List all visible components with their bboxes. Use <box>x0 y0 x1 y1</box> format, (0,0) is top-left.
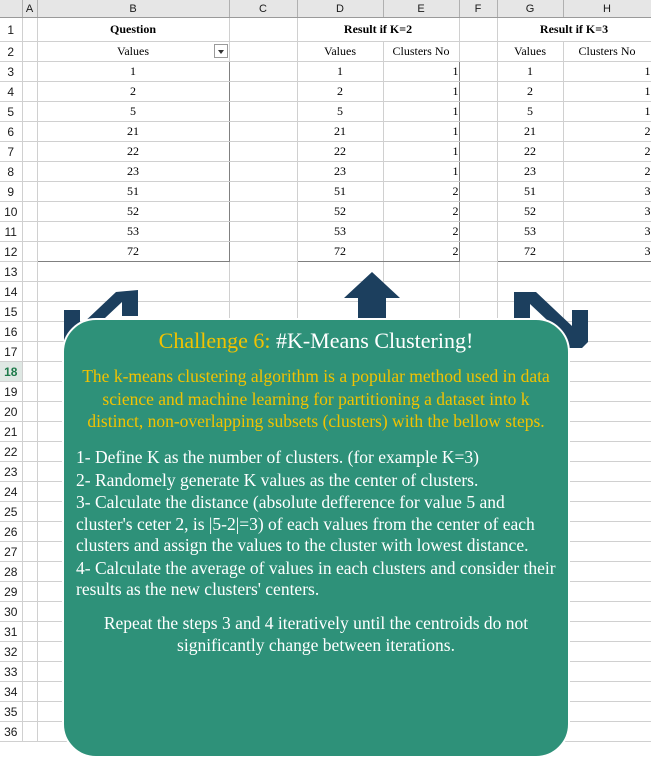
cell-F3[interactable] <box>459 62 497 82</box>
table-row[interactable] <box>0 42 651 62</box>
row-header-26[interactable]: 26 <box>0 522 22 542</box>
cell-H20[interactable] <box>563 402 651 422</box>
callout-title-prefix: Challenge 6: <box>158 328 271 353</box>
cell-H18[interactable] <box>563 362 651 382</box>
cell-A5[interactable] <box>22 102 37 122</box>
result-k2-title-cell: Result if K=2 <box>297 18 459 42</box>
cell-C10[interactable] <box>229 202 297 222</box>
cell-H32[interactable] <box>563 642 651 662</box>
cell-A7[interactable] <box>22 142 37 162</box>
cell-G13[interactable] <box>497 262 563 282</box>
cell-A22[interactable] <box>22 442 37 462</box>
challenge-callout <box>62 318 570 758</box>
cell-A28[interactable] <box>22 562 37 582</box>
row-header-4[interactable]: 4 <box>0 82 22 102</box>
callout-step-1: 1- Define K as the number of clusters. (for example K=3) <box>76 447 479 468</box>
k2-value[interactable]: 1 <box>297 62 383 82</box>
column-header-A[interactable]: A <box>22 0 37 18</box>
cell-F5[interactable] <box>459 102 497 122</box>
cell-A34[interactable] <box>22 682 37 702</box>
row-header-8[interactable]: 8 <box>0 162 22 182</box>
cell-A16[interactable] <box>22 322 37 342</box>
k2-value[interactable]: 52 <box>297 202 383 222</box>
k3-cluster[interactable]: 2 <box>563 142 651 162</box>
table-row[interactable] <box>0 262 651 282</box>
row-header-16[interactable]: 16 <box>0 322 22 342</box>
k3-value[interactable]: 5 <box>497 102 563 122</box>
k2-cluster[interactable]: 1 <box>383 142 459 162</box>
k3-cluster[interactable]: 1 <box>563 102 651 122</box>
row-header-23[interactable]: 23 <box>0 462 22 482</box>
cell-H31[interactable] <box>563 622 651 642</box>
cell-H22[interactable] <box>563 442 651 462</box>
row-header-13[interactable]: 13 <box>0 262 22 282</box>
question-values-header[interactable] <box>37 42 229 62</box>
k3-value[interactable]: 52 <box>497 202 563 222</box>
callout-title <box>76 328 556 355</box>
cell-F11[interactable] <box>459 222 497 242</box>
cell-A10[interactable] <box>22 202 37 222</box>
k3-cluster[interactable]: 2 <box>563 122 651 142</box>
k2-cluster[interactable]: 2 <box>383 242 459 262</box>
row-header-20[interactable]: 20 <box>0 402 22 422</box>
cell-H34[interactable] <box>563 682 651 702</box>
row-header-3[interactable]: 3 <box>0 62 22 82</box>
k2-value[interactable]: 2 <box>297 82 383 102</box>
cell-C7[interactable] <box>229 142 297 162</box>
cell-A21[interactable] <box>22 422 37 442</box>
cell-F8[interactable] <box>459 162 497 182</box>
row-header-2[interactable]: 2 <box>0 42 22 62</box>
k2-cluster[interactable]: 2 <box>383 222 459 242</box>
row-header-12[interactable]: 12 <box>0 242 22 262</box>
question-value[interactable]: 5 <box>37 102 229 122</box>
k3-cluster[interactable]: 1 <box>563 82 651 102</box>
cell-F9[interactable] <box>459 182 497 202</box>
question-value[interactable]: 51 <box>37 182 229 202</box>
row-header-6[interactable]: 6 <box>0 122 22 142</box>
table-row[interactable] <box>0 222 651 242</box>
table-row[interactable] <box>0 162 651 182</box>
cell-A25[interactable] <box>22 502 37 522</box>
cell-C11[interactable] <box>229 222 297 242</box>
table-row[interactable] <box>0 102 651 122</box>
row-header-1[interactable]: 1 <box>0 18 22 42</box>
cell-F14[interactable] <box>459 282 497 302</box>
cell-F12[interactable] <box>459 242 497 262</box>
cell-H29[interactable] <box>563 582 651 602</box>
column-header-C[interactable]: C <box>229 0 297 18</box>
column-header-H[interactable]: H <box>563 0 651 18</box>
k3-cluster[interactable]: 1 <box>563 62 651 82</box>
k3-cluster[interactable]: 3 <box>563 222 651 242</box>
callout-step-3: 3- Calculate the distance (absolute defference for value 5 and cluster's ceter 2, is |5-2|=3) of each values from the center of each clusters and assign the values to the cluster with lowest distance. <box>76 492 535 556</box>
cell-A27[interactable] <box>22 542 37 562</box>
k2-cluster[interactable]: 2 <box>383 182 459 202</box>
column-header-row[interactable] <box>0 0 651 18</box>
row-header-17[interactable]: 17 <box>0 342 22 362</box>
filter-dropdown-icon[interactable] <box>214 44 228 58</box>
cell-F6[interactable] <box>459 122 497 142</box>
row-header-28[interactable]: 28 <box>0 562 22 582</box>
column-header-G[interactable]: G <box>497 0 563 18</box>
k3-value[interactable]: 51 <box>497 182 563 202</box>
question-value[interactable]: 23 <box>37 162 229 182</box>
column-header-B[interactable]: B <box>37 0 229 18</box>
row-header-25[interactable]: 25 <box>0 502 22 522</box>
k3-value[interactable]: 53 <box>497 222 563 242</box>
row-header-11[interactable]: 11 <box>0 222 22 242</box>
question-value[interactable]: 2 <box>37 82 229 102</box>
column-header-D[interactable]: D <box>297 0 383 18</box>
question-values-header-label: Values <box>117 44 149 58</box>
row-header-24[interactable]: 24 <box>0 482 22 502</box>
cell-A12[interactable] <box>22 242 37 262</box>
table-row[interactable] <box>0 182 651 202</box>
cell-B13[interactable] <box>37 262 229 282</box>
cell-A32[interactable] <box>22 642 37 662</box>
table-row[interactable] <box>0 62 651 82</box>
callout-step-4: 4- Calculate the average of values in each clusters and consider their results as the new clusters' centers. <box>76 557 556 600</box>
row-header-36[interactable]: 36 <box>0 722 22 742</box>
row-header-31[interactable]: 31 <box>0 622 22 642</box>
k3-values-header: Values <box>497 42 563 62</box>
cell-A23[interactable] <box>22 462 37 482</box>
row-header-29[interactable]: 29 <box>0 582 22 602</box>
cell-F7[interactable] <box>459 142 497 162</box>
cell-H28[interactable] <box>563 562 651 582</box>
k2-cluster[interactable]: 1 <box>383 62 459 82</box>
k2-value[interactable]: 72 <box>297 242 383 262</box>
cell-C9[interactable] <box>229 182 297 202</box>
cell-A30[interactable] <box>22 602 37 622</box>
callout-footer: Repeat the steps 3 and 4 iteratively until the centroids do not significantly change between iterations. <box>103 612 529 655</box>
cell-F10[interactable] <box>459 202 497 222</box>
callout-intro: The k-means clustering algorithm is a popular method used in data science and machine learning for partitioning a dataset into k distinct, non-overlapping subsets (clusters) with the bellow steps. <box>82 365 550 432</box>
table-row[interactable] <box>0 202 651 222</box>
k2-value[interactable]: 5 <box>297 102 383 122</box>
cell-A24[interactable] <box>22 482 37 502</box>
row-header-15[interactable]: 15 <box>0 302 22 322</box>
question-value[interactable]: 1 <box>37 62 229 82</box>
cell-C4[interactable] <box>229 82 297 102</box>
k2-cluster[interactable]: 2 <box>383 202 459 222</box>
cell-C13[interactable] <box>229 262 297 282</box>
question-value[interactable]: 72 <box>37 242 229 262</box>
row-header-35[interactable]: 35 <box>0 702 22 722</box>
cell-A11[interactable] <box>22 222 37 242</box>
question-value[interactable]: 53 <box>37 222 229 242</box>
cell-F4[interactable] <box>459 82 497 102</box>
callout-steps <box>76 447 556 601</box>
question-value[interactable]: 22 <box>37 142 229 162</box>
row-header-9[interactable]: 9 <box>0 182 22 202</box>
cell-C8[interactable] <box>229 162 297 182</box>
k3-value[interactable]: 1 <box>497 62 563 82</box>
k2-value[interactable]: 51 <box>297 182 383 202</box>
cell-H33[interactable] <box>563 662 651 682</box>
cell-A17[interactable] <box>22 342 37 362</box>
table-row[interactable] <box>0 122 651 142</box>
cell-C6[interactable] <box>229 122 297 142</box>
cell-A1[interactable] <box>22 18 37 42</box>
cell-H24[interactable] <box>563 482 651 502</box>
k2-cluster[interactable]: 1 <box>383 82 459 102</box>
k2-cluster[interactable]: 1 <box>383 102 459 122</box>
row-header-18[interactable]: 18 <box>0 362 22 382</box>
cell-A18[interactable] <box>22 362 37 382</box>
row-header-34[interactable]: 34 <box>0 682 22 702</box>
cell-C5[interactable] <box>229 102 297 122</box>
table-row[interactable] <box>0 142 651 162</box>
row-header-5[interactable]: 5 <box>0 102 22 122</box>
cell-H30[interactable] <box>563 602 651 622</box>
k2-values-header: Values <box>297 42 383 62</box>
result-k3-title-cell: Result if K=3 <box>497 18 651 42</box>
k2-clusters-header: Clusters No <box>383 42 459 62</box>
callout-step-2: 2- Randomely generate K values as the center of clusters. <box>76 469 479 490</box>
cell-A19[interactable] <box>22 382 37 402</box>
cell-A4[interactable] <box>22 82 37 102</box>
cell-H21[interactable] <box>563 422 651 442</box>
cell-A6[interactable] <box>22 122 37 142</box>
table-row[interactable] <box>0 18 651 42</box>
cell-F1[interactable] <box>459 18 497 42</box>
question-value[interactable]: 52 <box>37 202 229 222</box>
cell-A33[interactable] <box>22 662 37 682</box>
column-header-E[interactable]: E <box>383 0 459 18</box>
table-row[interactable] <box>0 242 651 262</box>
cell-H26[interactable] <box>563 522 651 542</box>
cell-F13[interactable] <box>459 262 497 282</box>
cell-A20[interactable] <box>22 402 37 422</box>
cell-F2[interactable] <box>459 42 497 62</box>
row-header-19[interactable]: 19 <box>0 382 22 402</box>
row-header-10[interactable]: 10 <box>0 202 22 222</box>
cell-C14[interactable] <box>229 282 297 302</box>
row-header-27[interactable]: 27 <box>0 542 22 562</box>
k2-value[interactable]: 53 <box>297 222 383 242</box>
row-header-33[interactable]: 33 <box>0 662 22 682</box>
k2-value[interactable]: 22 <box>297 142 383 162</box>
k3-value[interactable]: 2 <box>497 82 563 102</box>
cell-H36[interactable] <box>563 722 651 742</box>
cell-C1[interactable] <box>229 18 297 42</box>
cell-A15[interactable] <box>22 302 37 322</box>
k2-value[interactable]: 23 <box>297 162 383 182</box>
cell-A36[interactable] <box>22 722 37 742</box>
cell-A9[interactable] <box>22 182 37 202</box>
cell-C12[interactable] <box>229 242 297 262</box>
cell-H25[interactable] <box>563 502 651 522</box>
table-row[interactable] <box>0 82 651 102</box>
cell-A31[interactable] <box>22 622 37 642</box>
row-header-7[interactable]: 7 <box>0 142 22 162</box>
cell-H23[interactable] <box>563 462 651 482</box>
row-header-22[interactable]: 22 <box>0 442 22 462</box>
k3-value[interactable]: 23 <box>497 162 563 182</box>
cell-H13[interactable] <box>563 262 651 282</box>
row-header-21[interactable]: 21 <box>0 422 22 442</box>
k3-cluster[interactable]: 2 <box>563 162 651 182</box>
row-header-14[interactable]: 14 <box>0 282 22 302</box>
select-all-corner[interactable] <box>0 0 22 18</box>
callout-title-main: #K-Means Clustering! <box>270 328 474 353</box>
k2-cluster[interactable]: 1 <box>383 162 459 182</box>
cell-A29[interactable] <box>22 582 37 602</box>
k2-value[interactable]: 21 <box>297 122 383 142</box>
cell-A13[interactable] <box>22 262 37 282</box>
question-title-cell: Question <box>37 18 229 42</box>
cell-H19[interactable] <box>563 382 651 402</box>
column-header-F[interactable]: F <box>459 0 497 18</box>
cell-A2[interactable] <box>22 42 37 62</box>
cell-C3[interactable] <box>229 62 297 82</box>
k3-value[interactable]: 72 <box>497 242 563 262</box>
cell-H35[interactable] <box>563 702 651 722</box>
cell-C2[interactable] <box>229 42 297 62</box>
row-header-30[interactable]: 30 <box>0 602 22 622</box>
cell-A3[interactable] <box>22 62 37 82</box>
cell-A8[interactable] <box>22 162 37 182</box>
cell-A35[interactable] <box>22 702 37 722</box>
k3-cluster[interactable]: 3 <box>563 202 651 222</box>
k3-value[interactable]: 22 <box>497 142 563 162</box>
cell-A26[interactable] <box>22 522 37 542</box>
k3-clusters-header: Clusters No <box>563 42 651 62</box>
k3-cluster[interactable]: 3 <box>563 242 651 262</box>
cell-H27[interactable] <box>563 542 651 562</box>
k3-cluster[interactable]: 3 <box>563 182 651 202</box>
k3-value[interactable]: 21 <box>497 122 563 142</box>
question-value[interactable]: 21 <box>37 122 229 142</box>
k2-cluster[interactable]: 1 <box>383 122 459 142</box>
cell-A14[interactable] <box>22 282 37 302</box>
row-header-32[interactable]: 32 <box>0 642 22 662</box>
